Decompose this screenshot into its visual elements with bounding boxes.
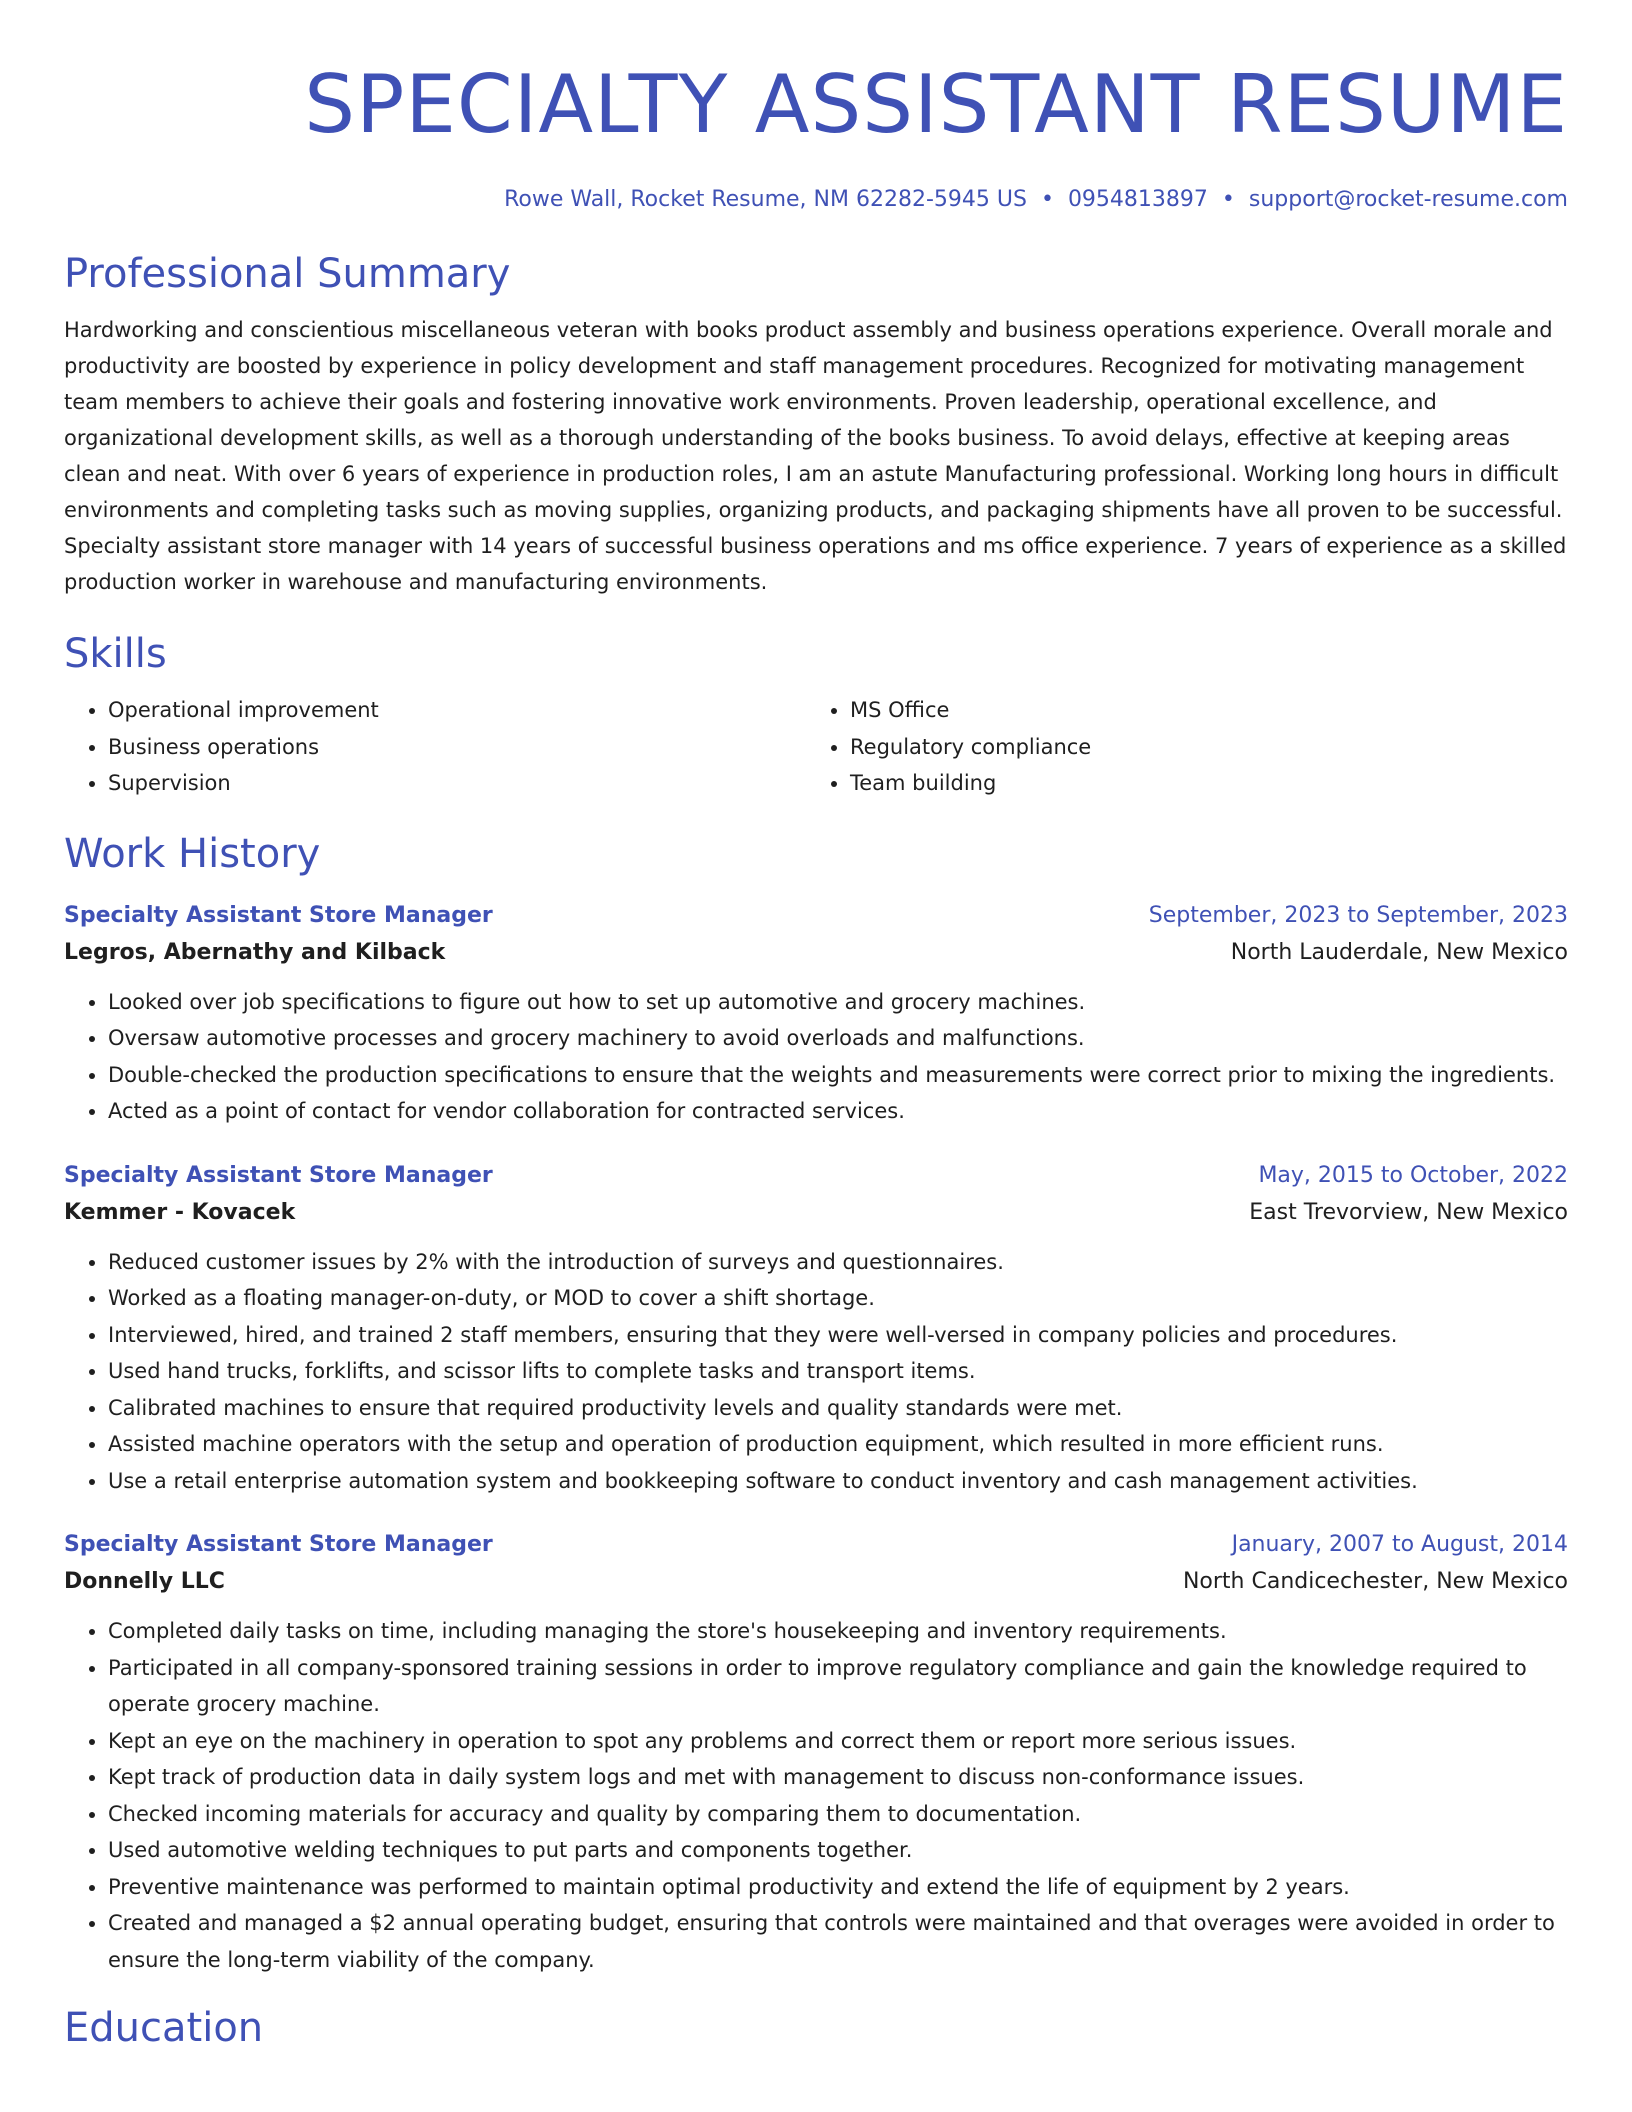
skills-grid [64, 692, 1568, 802]
skill-item: • MS Office [850, 692, 1548, 729]
contact-line [64, 184, 1568, 216]
job-location: East Trevorview, New Mexico [1249, 1199, 1568, 1225]
job-bullet-list [64, 984, 1568, 1130]
job-company: Legros, Abernathy and Kilback [64, 939, 446, 965]
skill-item: • Regulatory compliance [850, 729, 1548, 766]
job-location: North Lauderdale, New Mexico [1230, 939, 1568, 965]
job-entry [64, 898, 1568, 1130]
job-title-row [64, 898, 1568, 934]
skill-item: • Team building [850, 765, 1548, 802]
job-company-row [64, 1563, 1568, 1601]
job-bullet: • Checked incoming materials for accuracy and quality by comparing them to documentation. [108, 1796, 1568, 1833]
job-entry [64, 1158, 1568, 1500]
job-title-row [64, 1158, 1568, 1194]
professional-summary-section [64, 246, 1568, 600]
job-bullet: • Assisted machine operators with the setup and operation of production equipment, which resulted in more efficient runs. [108, 1426, 1568, 1463]
job-bullet: • Interviewed, hired, and trained 2 staff members, ensuring that they were well-versed in company policies and procedures. [108, 1317, 1568, 1354]
skills-list-left [64, 692, 806, 802]
job-bullet: • Kept track of production data in daily system logs and met with management to discuss non-conformance issues. [108, 1759, 1568, 1796]
job-bullet: • Reduced customer issues by 2% with the introduction of surveys and questionnaires. [108, 1244, 1568, 1281]
job-bullet: • Completed daily tasks on time, including managing the store's housekeeping and inventory requirements. [108, 1613, 1568, 1650]
job-bullet: • Participated in all company-sponsored training sessions in order to improve regulatory compliance and gain the knowledge required to operate grocery machine. [108, 1650, 1568, 1723]
job-company: Kemmer - Kovacek [64, 1199, 296, 1225]
education-section [64, 2000, 1568, 2056]
job-company-row [64, 1194, 1568, 1232]
job-bullet: • Worked as a floating manager-on-duty, or MOD to cover a shift shortage. [108, 1280, 1568, 1317]
job-dates: September, 2023 to September, 2023 [1148, 902, 1568, 928]
resume-title: SPECIALTY ASSISTANT RESUME [304, 58, 1568, 151]
job-bullet: • Created and managed a $2 annual operating budget, ensuring that controls were maintained and that overages were avoided in order to ensure the long-term viability of the company. [108, 1905, 1568, 1978]
resume-header [64, 50, 1568, 216]
work-history-section [64, 826, 1568, 1979]
contact-email: support@rocket-resume.com [1248, 187, 1568, 212]
job-entry [64, 1527, 1568, 1978]
job-bullet: • Looked over job specifications to figure out how to set up automotive and grocery machines. [108, 984, 1568, 1021]
job-bullet: • Preventive maintenance was performed to maintain optimal productivity and extend the life of equipment by 2 years. [108, 1869, 1568, 1906]
job-dates: May, 2015 to October, 2022 [1258, 1162, 1568, 1188]
job-title: Specialty Assistant Store Manager [64, 1532, 493, 1557]
contact-separator: • [1040, 187, 1054, 212]
job-bullet: • Double-checked the production specifications to ensure that the weights and measurements were correct prior to mixing the ingredients. [108, 1057, 1568, 1094]
skill-item: • Operational improvement [108, 692, 806, 729]
skills-section [64, 626, 1568, 802]
skill-item: • Supervision [108, 765, 806, 802]
job-bullet: • Calibrated machines to ensure that required productivity levels and quality standards were met. [108, 1390, 1568, 1427]
job-company: Donnelly LLC [64, 1569, 225, 1594]
section-heading-education: Education [64, 2005, 264, 2051]
section-heading-skills: Skills [64, 631, 167, 677]
job-bullet: • Used automotive welding techniques to put parts and components together. [108, 1832, 1568, 1869]
job-bullet: • Use a retail enterprise automation system and bookkeeping software to conduct inventory and cash management activities. [108, 1463, 1568, 1500]
job-title: Specialty Assistant Store Manager [64, 902, 493, 928]
job-bullet: • Used hand trucks, forklifts, and scissor lifts to complete tasks and transport items. [108, 1353, 1568, 1390]
job-bullet: • Acted as a point of contact for vendor collaboration for contracted services. [108, 1093, 1568, 1130]
job-location: North Candicechester, New Mexico [1182, 1569, 1568, 1594]
job-bullet-list [64, 1244, 1568, 1500]
section-heading-work-history: Work History [64, 830, 321, 877]
contact-address: Rowe Wall, Rocket Resume, NM 62282-5945 US [504, 187, 1027, 212]
section-heading-summary: Professional Summary [64, 251, 511, 297]
job-bullet-list [64, 1613, 1568, 1978]
job-dates: January, 2007 to August, 2014 [1231, 1532, 1568, 1557]
job-title-row [64, 1527, 1568, 1563]
skill-item: • Business operations [108, 729, 806, 766]
summary-text: Hardworking and conscientious miscellaneous veteran with books product assembly and business operations experience. Overall morale and productivity are boosted by experience in policy development and staff management procedures. Recognized for motivating management team members to achieve their goals and fostering innovative work environments. Proven leadership, operational excellence, and organizational development skills, as well as a thorough understanding of the books business. To avoid delays, effective at keeping areas clean and neat. With over 6 years of experience in production roles, I am an astute Manufacturing professional. Working long hours in difficult environments and completing tasks such as moving supplies, organizing products, and packaging shipments have all proven to be successful. Specialty assistant store manager with 14 years of successful business operations and ms office experience. 7 years of experience as a skilled production worker in warehouse and manufacturing environments. [64, 318, 1567, 594]
contact-separator: • [1221, 187, 1235, 212]
job-bullet: • Kept an eye on the machinery in operation to spot any problems and correct them or report more serious issues. [108, 1723, 1568, 1760]
skills-list-right [806, 692, 1548, 802]
job-company-row [64, 934, 1568, 972]
contact-phone: 0954813897 [1067, 187, 1208, 212]
job-title: Specialty Assistant Store Manager [64, 1162, 493, 1188]
job-bullet: • Oversaw automotive processes and grocery machinery to avoid overloads and malfunctions. [108, 1020, 1568, 1057]
